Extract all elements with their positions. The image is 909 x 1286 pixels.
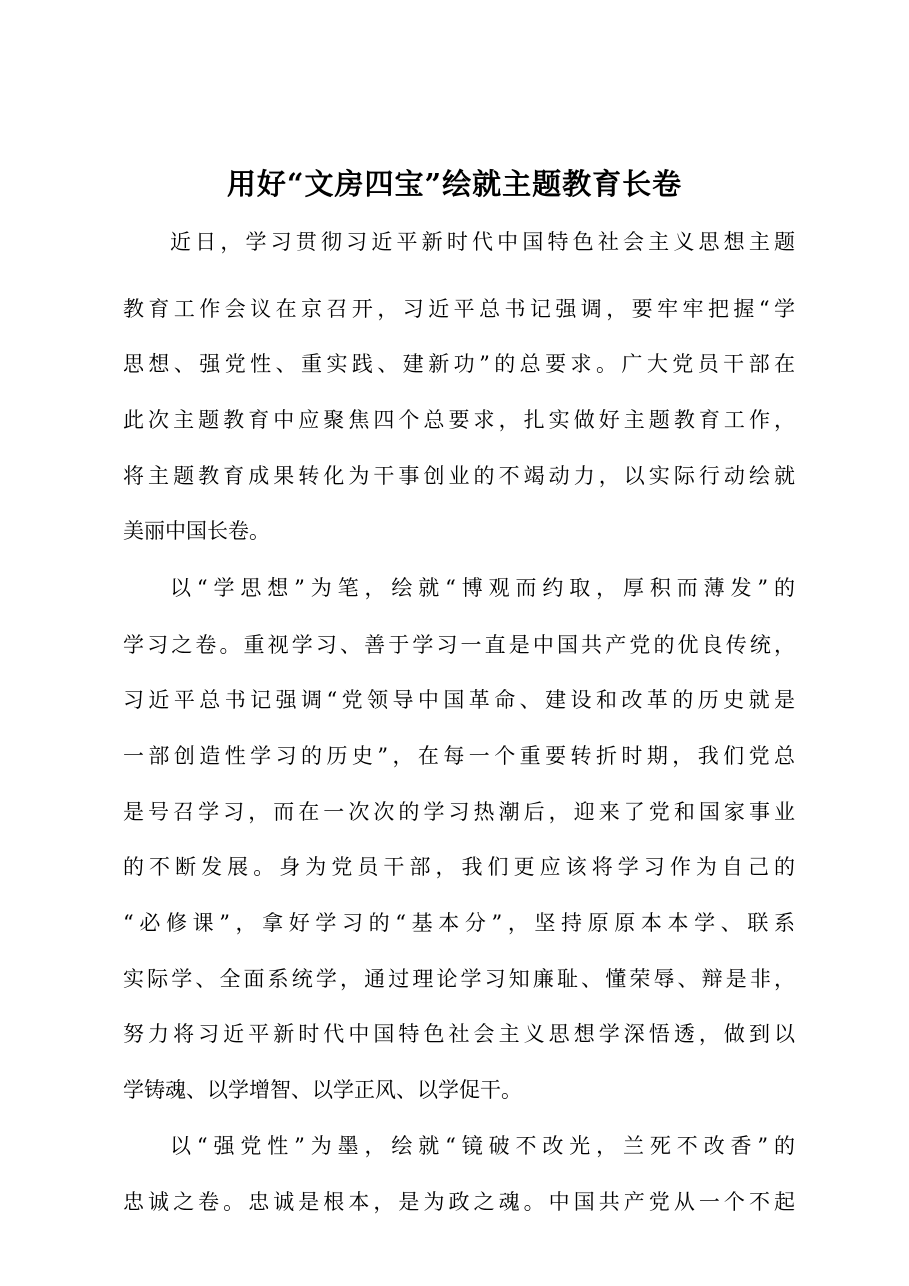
paragraph-line: 实际学、全面系统学，通过理论学习知廉耻、懂荣辱、辩是非，: [123, 967, 795, 991]
paragraph-line: 努力将习近平新时代中国特色社会主义思想学深悟透，做到以: [123, 1022, 795, 1046]
paragraph-line: 学铸魂、以学增智、以学正风、以学促干。: [123, 1078, 522, 1102]
paragraph-line: 思想、强党性、重实践、建新功”的总要求。广大党员干部在: [123, 352, 795, 376]
paragraph-line: 将主题教育成果转化为干事创业的不竭动力，以实际行动绘就: [123, 464, 795, 488]
paragraph-line: 习近平总书记强调“党领导中国革命、建设和改革的历史就是: [123, 688, 795, 712]
paragraph-line: 以“强党性”为墨，绘就“镜破不改光，兰死不改香”的: [170, 1134, 795, 1158]
paragraph-line: 近日，学习贯彻习近平新时代中国特色社会主义思想主题: [170, 230, 795, 254]
paragraph-line: 忠诚之卷。忠诚是根本，是为政之魂。中国共产党从一个不起: [123, 1190, 795, 1214]
paragraph-line: 一部创造性学习的历史”，在每一个重要转折时期，我们党总: [123, 744, 795, 768]
paragraph-line: 教育工作会议在京召开，习近平总书记强调，要牢牢把握“学: [123, 297, 795, 321]
paragraph-line: 是号召学习，而在一次次的学习热潮后，迎来了党和国家事业: [123, 800, 795, 824]
paragraph-line: 美丽中国长卷。: [123, 519, 270, 543]
paragraph-line: 学习之卷。重视学习、善于学习一直是中国共产党的优良传统，: [123, 633, 795, 657]
paragraph-line: 的不断发展。身为党员干部，我们更应该将学习作为自己的: [123, 855, 795, 879]
paragraph-line: 此次主题教育中应聚焦四个总要求，扎实做好主题教育工作，: [123, 408, 795, 432]
document-title: 用好“文房四宝”绘就主题教育长卷: [226, 167, 683, 201]
paragraph-line: “必修课”，拿好学习的“基本分”，坚持原原本本学、联系: [123, 911, 795, 935]
paragraph-line: 以“学思想”为笔，绘就“博观而约取，厚积而薄发”的: [170, 576, 795, 600]
